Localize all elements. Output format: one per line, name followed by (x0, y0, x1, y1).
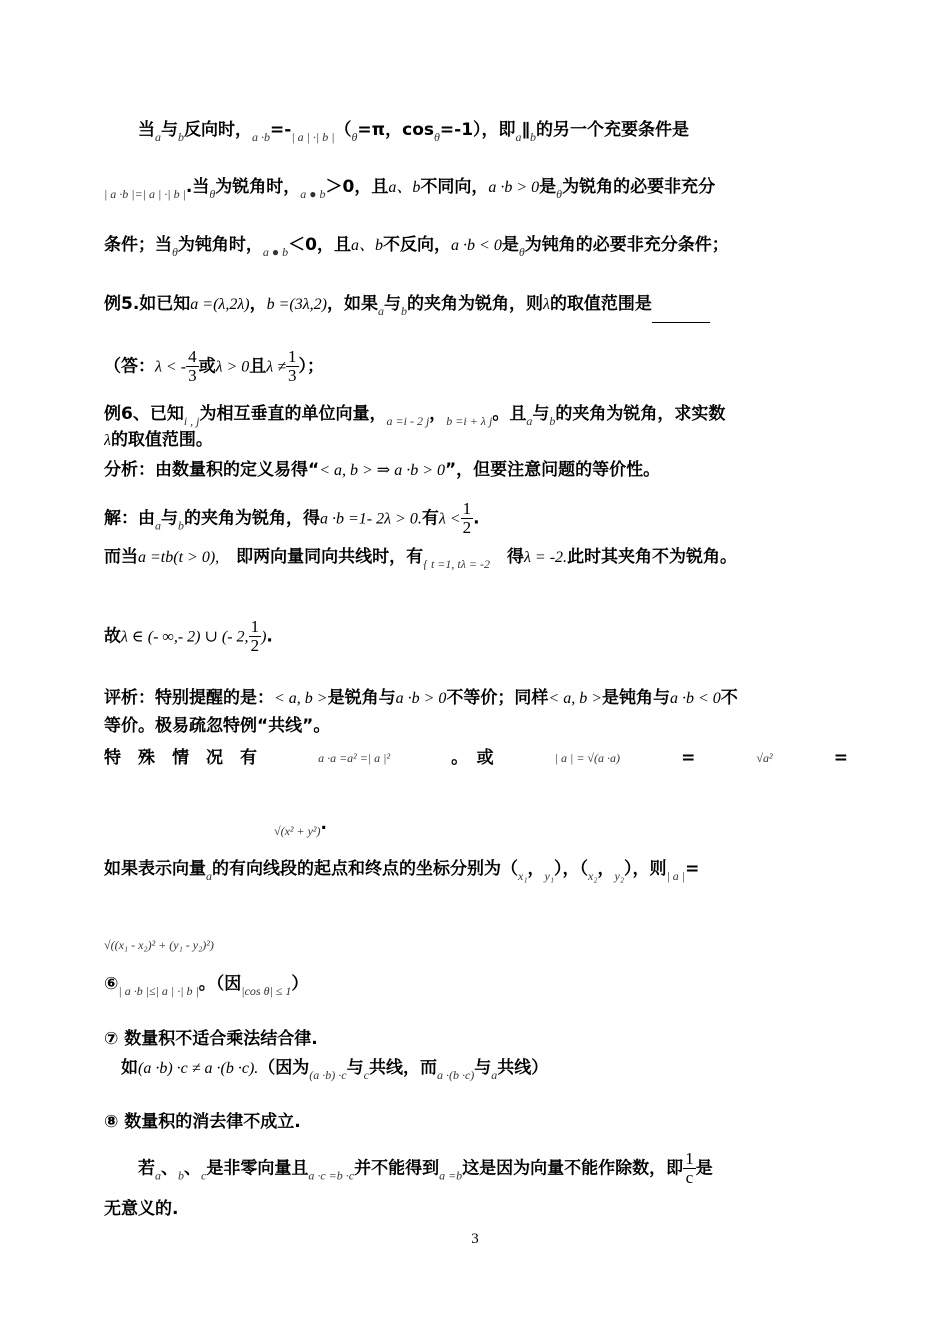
text-run: ， (249, 294, 267, 314)
text-run: 特 殊 情 况 有 (104, 748, 257, 768)
text-run: 的取值范围是 (549, 294, 652, 314)
text-run: 是 (501, 235, 519, 255)
text-run: 。且 (492, 404, 527, 424)
text-run: （答： (104, 356, 155, 377)
text-run (104, 814, 274, 834)
math-expression: a =i - 2 j (386, 414, 430, 428)
text-run: 共线） (497, 1058, 549, 1078)
fraction-denominator: 3 (188, 366, 197, 385)
text-run: 共线，而 (368, 1058, 437, 1078)
text-run: 与 (161, 120, 178, 140)
text-run: 评析：特别提醒的是： (104, 688, 274, 708)
text-run: 与 (161, 508, 178, 529)
math-expression: b =i + λ j (446, 414, 493, 428)
math-expression: λ ∈ (- ∞,- 2) ∪ (- 2, (121, 628, 249, 646)
text-run: ∥ (521, 120, 531, 140)
math-expression: a (378, 304, 384, 318)
text-line-l14 (104, 746, 848, 770)
math-expression: b (549, 414, 556, 428)
math-expression: a ·b (252, 130, 270, 144)
math-expression: a (155, 1168, 161, 1183)
fraction (186, 348, 199, 385)
math-expression: √a² (756, 751, 773, 765)
math-expression: √((x₁ - x₂)² + (y₁ - y₂)²) (104, 938, 214, 952)
text-line-l08 (104, 458, 848, 483)
text-line-l17 (104, 926, 848, 957)
math-expression: | a | = √(a ·a) (554, 751, 621, 765)
math-expression: λ (543, 296, 550, 313)
math-expression: c (363, 1068, 369, 1082)
text-run: . (473, 508, 480, 529)
math-expression: a ● b (262, 245, 289, 259)
fraction (461, 500, 474, 537)
text-run: 即两向量同向共线时，有 (219, 547, 424, 567)
math-expression: a ·b > 0 (395, 690, 447, 707)
text-run: = (833, 748, 848, 768)
math-expression: y₂ (614, 869, 624, 883)
math-expression: c (201, 1168, 207, 1183)
text-run: ），（ (554, 859, 588, 879)
math-expression: a ·b > 0 (488, 179, 540, 196)
math-expression: a ● b (300, 187, 326, 201)
math-expression: a (206, 869, 212, 883)
text-run: 。（因 (198, 974, 242, 994)
text-run: ＞0，且 (325, 177, 389, 197)
text-run: ） (291, 974, 309, 994)
text-run: ）； (298, 356, 325, 377)
math-expression: a ·a =a² =| a |² (318, 751, 391, 765)
math-expression: | a | (666, 869, 686, 883)
math-expression: |cos θ| ≤ 1 (241, 984, 292, 998)
math-expression: a (491, 1068, 498, 1082)
text-run: 是非零向量且 (206, 1158, 309, 1179)
text-line-l18 (104, 972, 848, 1003)
math-expression: θ (434, 130, 440, 144)
text-run: 与 (346, 1058, 364, 1078)
text-line-l13 (104, 714, 848, 738)
math-expression: λ ≠ (266, 358, 287, 376)
text-run: 是钝角与 (601, 688, 670, 708)
text-run: 为钝角时， (177, 235, 263, 255)
text-run: 并不能得到 (354, 1158, 440, 1179)
text-line-l12 (104, 686, 848, 711)
text-run: 例6、已知 (104, 404, 184, 424)
text-run: 或 (198, 356, 216, 377)
text-run: ， (597, 859, 615, 879)
text-run: 的夹角为锐角，得 (184, 508, 320, 529)
fraction (249, 618, 262, 655)
math-expression: | a | ·| b | (291, 130, 335, 144)
text-run: 得 (490, 547, 524, 567)
math-expression: < a, b > ⇒ a ·b > 0 (319, 462, 445, 479)
text-run: ⑦ 数量积不适合乘法结合律. (104, 1029, 318, 1049)
page-number: 3 (471, 1231, 479, 1247)
text-line-l22 (104, 1150, 848, 1188)
text-run: 反向时， (184, 120, 252, 140)
fraction (286, 348, 299, 385)
text-run: 不 (720, 688, 738, 708)
math-expression: a ·b =1- 2λ > 0. (320, 510, 422, 528)
text-line-l07 (104, 428, 848, 453)
math-expression: b (530, 130, 537, 144)
math-expression: b (401, 304, 407, 318)
text-run: 此时其夹角不为锐角。 (567, 547, 738, 567)
text-run: 是锐角与 (327, 688, 396, 708)
text-run: = (681, 748, 696, 768)
math-expression: a、b (388, 179, 421, 196)
math-expression: i , j (183, 414, 200, 428)
text-run: 等价。极易疏忽特例“共线”。 (104, 716, 331, 736)
math-expression: λ < - (155, 358, 187, 376)
math-expression: a (155, 518, 161, 533)
text-run: ＜0，且 (288, 235, 351, 255)
text-run: = (685, 859, 700, 879)
math-expression: a ·b < 0 (451, 237, 502, 254)
text-run: =π，cos (357, 120, 434, 140)
text-run: 、 (184, 1158, 201, 1179)
text-run: 是 (539, 177, 557, 197)
text-run: 的夹角为锐角，则 (407, 294, 543, 314)
text-run: 例5.如已知 (104, 294, 191, 314)
math-expression: | a ·b |≤| a | ·| b | (118, 984, 199, 998)
math-expression: a、b (351, 237, 384, 254)
text-line-l05 (104, 348, 848, 385)
math-expression: a =(λ,2λ) (190, 296, 250, 313)
math-expression: √(x² + y²) (274, 824, 321, 838)
text-run: . (266, 626, 273, 647)
text-run: ⑥ (104, 974, 119, 994)
text-line-l19 (104, 1027, 848, 1051)
text-run: 如 (104, 1058, 138, 1078)
fraction-denominator: 2 (250, 636, 260, 655)
text-run: 故 (104, 626, 121, 647)
math-expression: λ > 0 (215, 358, 250, 376)
text-run: =- (270, 120, 292, 140)
text-line-l09 (104, 500, 848, 538)
text-line-l15 (104, 812, 848, 843)
math-expression: b (178, 130, 184, 144)
math-expression: a (526, 414, 533, 428)
text-run: 与 (384, 294, 401, 314)
text-run: 为相互垂直的单位向量， (199, 404, 387, 424)
text-run: .当 (185, 177, 210, 197)
math-expression: (a ·b) ·c (309, 1068, 347, 1082)
math-expression: λ = -2. (524, 549, 568, 566)
math-expression: θ (172, 245, 178, 259)
answer-blank (652, 304, 710, 323)
math-expression: b (178, 1168, 184, 1183)
math-expression: λ (104, 432, 111, 449)
text-run: 与 (532, 404, 550, 424)
text-run: 为锐角的必要非充分 (562, 177, 716, 197)
text-run: 的取值范围。 (110, 430, 213, 450)
math-expression: | a ·b |=| a | ·| b | (104, 187, 186, 201)
text-run: 不反向， (383, 235, 452, 255)
fraction-numerator: 4 (188, 348, 197, 366)
math-expression: { t =1, tλ = -2 (423, 557, 490, 571)
text-run: 为钝角的必要非充分条件； (524, 235, 729, 255)
text-run: 的夹角为锐角，求实数 (555, 404, 726, 424)
text-run: 这是因为向量不能作除数，即 (462, 1158, 684, 1179)
text-line-l21 (104, 1110, 848, 1134)
math-expression: a ·(b ·c) (436, 1068, 475, 1082)
math-expression: b (178, 518, 184, 533)
text-run: ，如果 (327, 294, 378, 314)
math-expression: θ (556, 187, 563, 201)
fraction-denominator: c (685, 1168, 694, 1187)
math-expression: a ·b < 0 (669, 690, 721, 707)
text-line-l04 (104, 292, 848, 323)
text-run: ），则 (624, 859, 667, 879)
text-line-l10 (104, 545, 848, 576)
math-expression: y₁ (544, 869, 554, 883)
text-run: 而当 (104, 547, 138, 567)
text-run: . (320, 814, 327, 834)
text-run: 。 或 (451, 748, 494, 768)
text-run: 与 (474, 1058, 492, 1078)
math-expression: θ (518, 245, 525, 259)
text-run: 不等价；同样 (446, 688, 549, 708)
math-expression: x₁ (518, 869, 528, 883)
text-line-l01 (104, 118, 848, 149)
text-run: ⑧ 数量积的消去律不成立. (104, 1112, 301, 1132)
text-run: 、 (161, 1158, 178, 1179)
math-expression: a (515, 130, 522, 144)
text-run: =-1），即 (439, 120, 516, 140)
text-run: （因为 (258, 1058, 310, 1078)
text-run: 如果表示向量 (104, 859, 206, 879)
text-run: 不同向， (420, 177, 489, 197)
math-expression: a =b (439, 1168, 463, 1183)
math-expression: (a ·b) ·c ≠ a ·(b ·c). (138, 1060, 259, 1077)
fraction-denominator: 2 (462, 518, 472, 537)
math-expression: < a, b > (548, 690, 602, 707)
text-run: 当 (104, 120, 155, 140)
text-run: 为锐角时， (215, 177, 301, 197)
text-run: ， (527, 859, 545, 879)
text-run: 若 (104, 1158, 155, 1179)
fraction-denominator: 3 (288, 366, 297, 385)
fraction-numerator: 1 (685, 1150, 694, 1168)
text-run: 分析：由数量积的定义易得“ (104, 460, 320, 480)
text-line-l11 (104, 618, 848, 655)
math-expression: x₂ (588, 869, 598, 883)
math-expression: < a, b > (274, 690, 328, 707)
math-expression: a (155, 130, 161, 144)
text-run: 且 (249, 356, 267, 377)
math-expression: a =tb(t > 0), (138, 549, 220, 566)
text-run: （ (334, 120, 352, 140)
text-line-l23 (104, 1197, 848, 1221)
text-run: ”，但要注意问题的等价性。 (444, 460, 661, 480)
text-run: 解：由 (104, 508, 155, 529)
fraction (683, 1150, 696, 1187)
fraction-numerator: 1 (250, 618, 260, 636)
text-run: 的有向线段的起点和终点的坐标分别为（ (212, 859, 518, 879)
text-run: 无意义的. (104, 1199, 179, 1219)
math-expression: θ (351, 130, 358, 144)
math-expression: θ (209, 187, 216, 201)
text-run: 的另一个充要条件是 (536, 120, 690, 140)
fraction-numerator: 1 (462, 500, 472, 518)
math-expression: λ < (438, 510, 461, 528)
text-run: 条件；当 (104, 235, 172, 255)
text-run: 是 (695, 1158, 713, 1179)
fraction-numerator: 1 (288, 348, 297, 366)
text-line-l20 (104, 1056, 848, 1087)
text-line-l16 (104, 857, 848, 888)
text-line-l03 (104, 233, 848, 264)
math-expression: b =(3λ,2) (266, 296, 327, 313)
text-line-l02 (104, 175, 848, 206)
math-expression: ) (261, 628, 267, 646)
math-expression: a ·c =b ·c (308, 1168, 355, 1183)
text-run: 有 (421, 508, 439, 529)
text-run: ， (429, 404, 447, 424)
